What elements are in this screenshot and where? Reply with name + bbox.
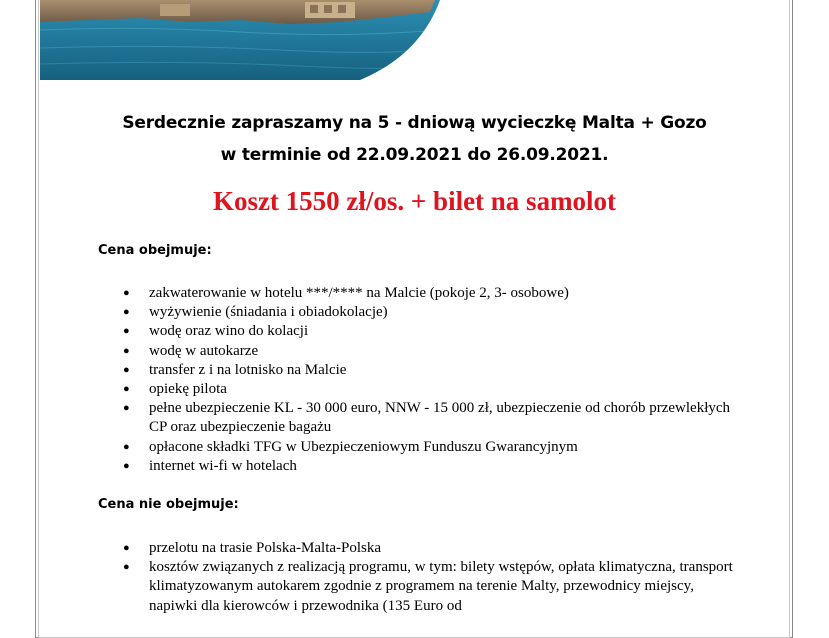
bullet-icon: ● <box>123 440 130 453</box>
included-list <box>98 284 738 476</box>
list-item: ● wodę w autokarze <box>98 342 738 361</box>
malta-coast-photo <box>40 0 440 80</box>
bullet-icon: ● <box>123 363 130 376</box>
invitation-heading: Serdecznie zapraszamy na 5 - dniową wycieczkę Malta + Gozo <box>122 113 707 133</box>
list-item: ● wyżywienie (śniadania i obiadokolacje) <box>98 303 738 322</box>
bullet-icon: ● <box>123 542 130 554</box>
trip-dates: w terminie od 22.09.2021 do 26.09.2021. <box>220 145 609 165</box>
not-included-list <box>98 539 738 616</box>
list-item: ● wodę oraz wino do kolacji <box>98 322 738 341</box>
not-included-label: Cena nie obejmuje: <box>98 497 239 512</box>
bullet-icon: ● <box>123 344 130 357</box>
list-item: ● opłacone składki TFG w Ubezpieczeniowym Funduszu Gwarancyjnym <box>98 438 738 457</box>
list-item: ● transfer z i na lotnisko na Malcie <box>98 361 738 380</box>
list-item: ● kosztów związanych z realizacją programu, w tym: bilety wstępów, opłata klimatyczna, transport klimatyzowanym autokarem zgodnie z programem na terenie Malty, przewodnicy miejscy, napiwki dla kierowców i przewodnika (135 Euro od <box>123 559 733 614</box>
bullet-icon: ● <box>123 402 130 415</box>
bullet-icon: ● <box>123 561 130 574</box>
list-item: ● opiekę pilota <box>98 380 738 399</box>
bullet-icon: ● <box>123 287 130 299</box>
included-label: Cena obejmuje: <box>98 243 212 258</box>
bullet-icon: ● <box>123 383 130 396</box>
bullet-icon: ● <box>123 306 130 319</box>
bullet-icon: ● <box>123 325 130 338</box>
list-item: ● zakwaterowanie w hotelu ***/**** na Malcie (pokoje 2, 3- osobowe) <box>98 284 738 303</box>
list-item: ● przelotu na trasie Polska-Malta-Polska <box>98 539 738 558</box>
list-item: ● internet wi-fi w hotelach <box>98 457 738 476</box>
price-headline: Koszt 1550 zł/os. + bilet na samolot <box>212 186 617 216</box>
list-item: ● pełne ubezpieczenie KL - 30 000 euro, NNW - 15 000 zł, ubezpieczenie od chorób przewlekłych CP oraz ubezpieczenie bagażu <box>123 400 731 436</box>
bullet-icon: ● <box>123 459 130 472</box>
